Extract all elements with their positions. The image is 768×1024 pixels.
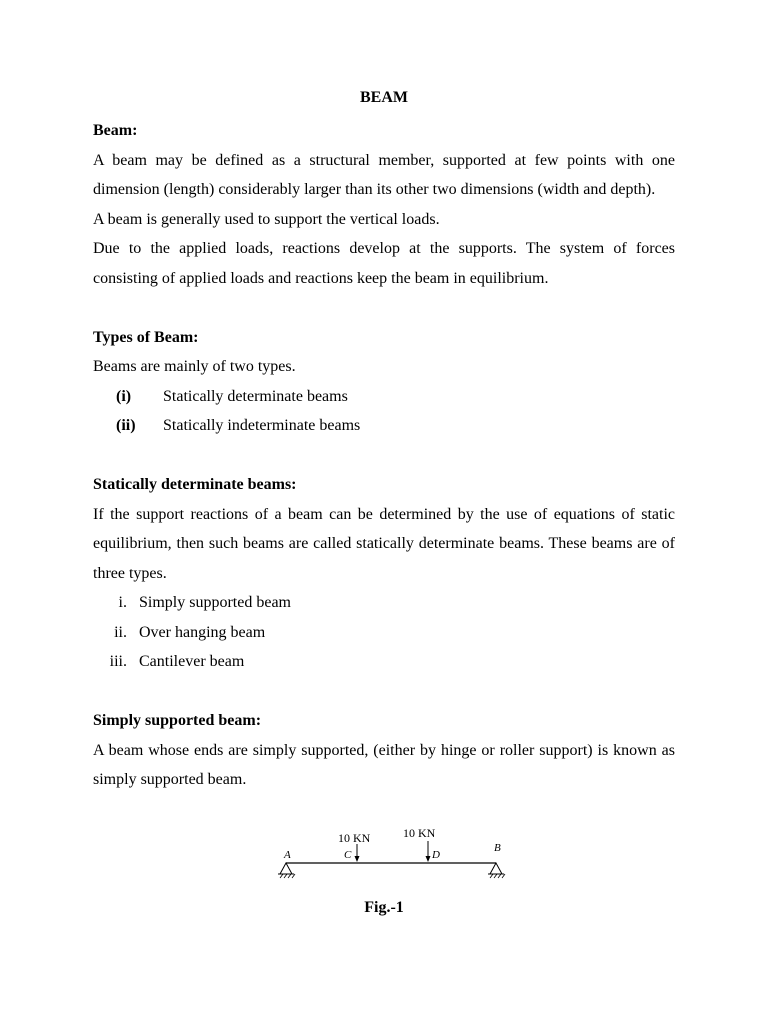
- hinge-support-b: [488, 863, 505, 878]
- figure-caption: Fig.-1: [364, 899, 404, 916]
- spacer: [93, 293, 675, 323]
- spacer: [93, 677, 675, 707]
- simply-supported-heading: Simply supported beam:: [93, 712, 262, 729]
- point-label-a: A: [284, 849, 291, 861]
- spacer: [93, 441, 675, 471]
- list-item-text: Simply supported beam: [139, 594, 291, 611]
- list-item: [93, 382, 675, 412]
- list-marker: i.: [118, 594, 127, 611]
- list-item: [93, 411, 675, 441]
- determinate-heading: Statically determinate beams:: [93, 476, 297, 493]
- document-body: [93, 116, 675, 795]
- list-item: [93, 647, 675, 677]
- page-title: BEAM: [360, 89, 408, 106]
- beam-definition-paragraph: A beam may be defined as a structural member, supported at few points with one dimension (length) considerably larger than its other two dimensions (width and depth).: [93, 151, 675, 198]
- point-label-b: B: [494, 842, 501, 854]
- simply-supported-paragraph: A beam whose ends are simply supported, (either by hinge or roller support) is known as simply supported beam.: [93, 741, 675, 788]
- simply-supported-beam-diagram: [270, 822, 510, 892]
- hinge-support-a: [278, 863, 295, 878]
- list-marker: ii.: [114, 623, 127, 641]
- list-marker: (ii): [116, 417, 136, 434]
- types-intro: Beams are mainly of two types.: [93, 358, 296, 375]
- point-label-c: C: [344, 849, 352, 861]
- load-label-c: 10 KN: [338, 831, 371, 845]
- load-label-d: 10 KN: [403, 826, 436, 840]
- types-heading: Types of Beam:: [93, 328, 199, 346]
- beam-equilibrium-paragraph: Due to the applied loads, reactions develop at the supports. The system of forces consisting of applied loads and reactions keep the beam in equilibrium.: [93, 240, 675, 287]
- list-item-text: Cantilever beam: [139, 653, 245, 670]
- beam-usage-paragraph: A beam is generally used to support the vertical loads.: [93, 210, 440, 228]
- list-marker: (i): [116, 387, 132, 405]
- beam-heading: Beam:: [93, 122, 138, 139]
- list-marker: iii.: [109, 653, 127, 670]
- load-arrow-c: [355, 844, 360, 862]
- point-label-d: D: [432, 849, 440, 861]
- list-item: [93, 618, 675, 648]
- list-item-text: Over hanging beam: [139, 623, 266, 641]
- determinate-paragraph: If the support reactions of a beam can be determined by the use of equations of static equilibrium, then such beams are called statically determinate beams. These beams are of three types.: [93, 505, 675, 582]
- load-arrow-d: [426, 841, 431, 862]
- list-item-text: Statically indeterminate beams: [163, 417, 361, 434]
- list-item: [93, 588, 675, 618]
- list-item-text: Statically determinate beams: [163, 387, 348, 405]
